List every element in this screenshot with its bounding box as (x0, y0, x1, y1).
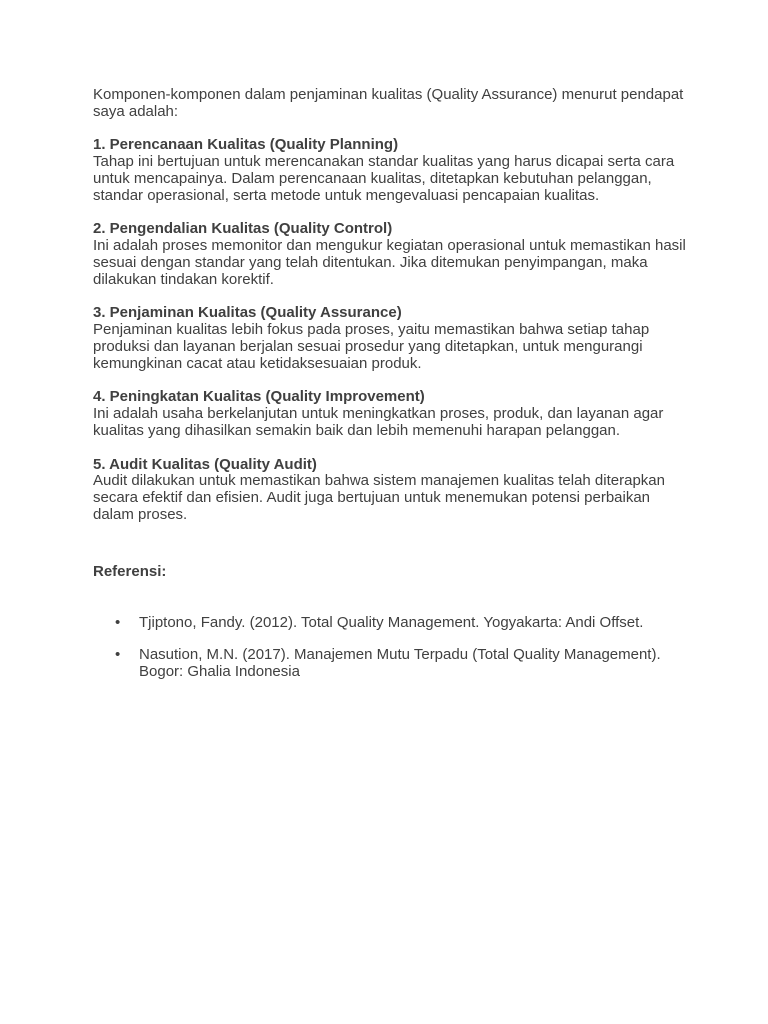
section-title: 1. Perencanaan Kualitas (Quality Planning) (93, 136, 399, 154)
section-quality-assurance (93, 305, 693, 372)
section-body: Ini adalah proses memonitor dan mengukur kegiatan operasional untuk memastikan hasil sesuai dengan standar yang telah ditentukan. Jika ditemukan penyimpangan, maka dilakukan tindakan korektif. (93, 237, 686, 288)
reference-item (93, 615, 679, 632)
section-body: Ini adalah usaha berkelanjutan untuk meningkatkan proses, produk, dan layanan agar kualitas yang dihasilkan semakin baik dan lebih memenuhi harapan pelanggan. (93, 405, 664, 439)
section-title: 5. Audit Kualitas (Quality Audit) (93, 455, 317, 473)
reference-text: Tjiptono, Fandy. (2012). Total Quality Management. Yogyakarta: Andi Offset. (139, 613, 644, 631)
section-quality-planning (93, 137, 693, 204)
section-body: Penjaminan kualitas lebih fokus pada proses, yaitu memastikan bahwa setiap tahap produksi dan layanan berjalan sesuai prosedur yang ditetapkan, untuk mengurangi kemungkinan cacat atau ketidaksesuaian produk. (93, 321, 650, 372)
section-body: Audit dilakukan untuk memastikan bahwa sistem manajemen kualitas telah diterapkan secara efektif dan efisien. Audit juga bertujuan untuk menemukan potensi perbaikan dalam proses. (93, 472, 665, 523)
section-quality-audit (93, 457, 693, 524)
reference-item (93, 647, 679, 681)
section-title: 3. Penjaminan Kualitas (Quality Assurance) (93, 304, 402, 322)
section-title: 4. Peningkatan Kualitas (Quality Improvement) (93, 388, 425, 406)
references-list (93, 615, 693, 681)
intro-paragraph: Komponen-komponen dalam penjaminan kualitas (Quality Assurance) menurut pendapat saya adalah: (93, 86, 684, 120)
section-quality-control (93, 221, 693, 288)
references-heading: Referensi: (93, 562, 167, 580)
reference-text: Nasution, M.N. (2017). Manajemen Mutu Terpadu (Total Quality Management). Bogor: Ghalia Indonesia (139, 646, 661, 681)
document-content (93, 87, 693, 697)
bullet-icon: • (115, 646, 121, 664)
section-body: Tahap ini bertujuan untuk merencanakan standar kualitas yang harus dicapai serta cara untuk mencapainya. Dalam perencanaan kualitas, ditetapkan kebutuhan pelanggan, standar operasional, serta metode untuk mengevaluasi pencapaian kualitas. (93, 153, 675, 204)
bullet-icon: • (115, 613, 121, 631)
section-quality-improvement (93, 389, 693, 439)
section-title: 2. Pengendalian Kualitas (Quality Control) (93, 220, 393, 238)
